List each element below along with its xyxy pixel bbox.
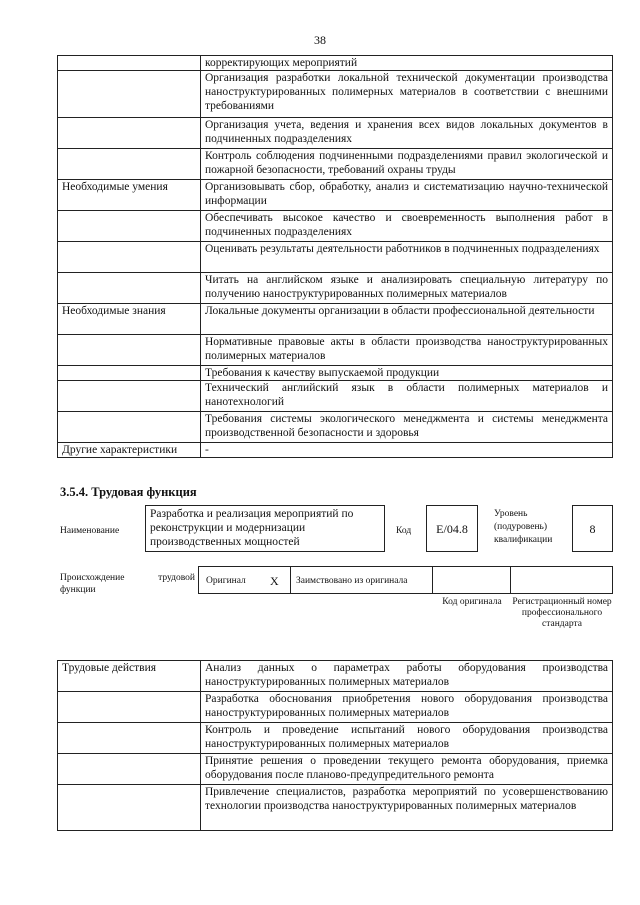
original-label: Оригинал (206, 576, 246, 586)
requirement-row (58, 381, 613, 412)
requirement-row-label (58, 335, 201, 366)
labor-action-row-label: Трудовые действия (58, 661, 201, 692)
labor-action-row-value: Привлечение специалистов, разработка мероприятий по усовершенствованию технологии производства наноструктурированных полимерных материалов (201, 785, 613, 831)
labor-actions-table-body (58, 661, 613, 831)
requirement-row (58, 71, 613, 118)
level-value: 8 (589, 522, 596, 536)
labor-actions-table (57, 660, 613, 831)
labor-action-row (58, 692, 613, 723)
labor-action-row-value: Принятие решения о проведении текущего ремонта оборудования, приемка оборудования после планово-предупредительного ремонта (201, 754, 613, 785)
labor-action-row (58, 754, 613, 785)
requirements-table (57, 55, 613, 458)
origin-divider-3 (510, 567, 511, 593)
labor-action-row-label (58, 692, 201, 723)
name-label: Наименование (60, 526, 120, 536)
requirement-row-label (58, 242, 201, 273)
requirement-row (58, 412, 613, 443)
requirement-row-label (58, 56, 201, 71)
requirement-row-value: Технический английский язык в области полимерных материалов и нанотехнологий (201, 381, 613, 412)
requirement-row (58, 443, 613, 458)
requirement-row-value: Локальные документы организации в области профессиональной деятельности (201, 304, 613, 335)
requirement-row (58, 149, 613, 180)
requirement-row-label (58, 71, 201, 118)
original-mark: X (270, 574, 279, 588)
requirement-row (58, 118, 613, 149)
section-title: 3.5.4. Трудовая функция (60, 485, 197, 499)
origin-box (198, 566, 613, 594)
page-number: 38 (314, 33, 326, 47)
requirement-row-value: Организация разработки локальной технической документации производства наноструктурированных полимерных материалов в соответствии с внешними требованиями (201, 71, 613, 118)
requirement-row-label (58, 381, 201, 412)
requirement-row-label (58, 273, 201, 304)
requirement-row-label: Другие характеристики (58, 443, 201, 458)
code-box (426, 505, 478, 552)
requirement-row-value: - (201, 443, 613, 458)
requirement-row-value: Организовывать сбор, обработку, анализ и систематизацию научно-технической информации (201, 180, 613, 211)
requirement-row-value: Нормативные правовые акты в области производства наноструктурированных полимерных материалов (201, 335, 613, 366)
function-name-box (145, 505, 385, 552)
labor-action-row (58, 723, 613, 754)
requirement-row-label (58, 149, 201, 180)
function-name-value: Разработка и реализация мероприятий по реконструкции и модернизации производственных мощностей (150, 508, 354, 548)
code-value: E/04.8 (436, 522, 468, 536)
requirement-row-label (58, 211, 201, 242)
requirement-row (58, 366, 613, 381)
requirement-row-label: Необходимые умения (58, 180, 201, 211)
labor-action-row-value: Анализ данных о параметрах работы оборудования производства наноструктурированных полимерных материалов (201, 661, 613, 692)
requirement-row-value: корректирующих мероприятий (201, 56, 613, 71)
labor-action-row-label (58, 785, 201, 831)
requirement-row-value: Читать на английском языке и анализировать специальную литературу по получению наноструктурированных полимерных материалов (201, 273, 613, 304)
requirement-row-label (58, 366, 201, 381)
code-label: Код (396, 526, 412, 536)
regnum-caption: Регистрационный номер профессионального стандарта (512, 597, 612, 629)
requirement-row (58, 56, 613, 71)
origin-divider-2 (432, 567, 433, 593)
requirement-row (58, 273, 613, 304)
requirement-row-value: Организация учета, ведения и хранения всех видов локальных документов в подчиненных подразделениях (201, 118, 613, 149)
requirement-row (58, 335, 613, 366)
origin-label: Происхождение трудовой функции (60, 573, 195, 595)
borrowed-label: Заимствовано из оригинала (296, 576, 408, 586)
labor-action-row-label (58, 754, 201, 785)
requirement-row (58, 211, 613, 242)
requirement-row-label (58, 412, 201, 443)
requirement-row (58, 304, 613, 335)
labor-action-row (58, 661, 613, 692)
labor-action-row (58, 785, 613, 831)
requirement-row-value: Обеспечивать высокое качество и своевременность выполнения работ в подчиненных подразделениях (201, 211, 613, 242)
requirement-row-value: Требования к качеству выпускаемой продукции (201, 366, 613, 381)
labor-action-row-value: Разработка обоснования приобретения нового оборудования производства наноструктурированных полимерных материалов (201, 692, 613, 723)
labor-action-row-label (58, 723, 201, 754)
origin-divider-1 (290, 567, 291, 593)
level-box (572, 505, 613, 552)
code-origin-caption: Код оригинала (442, 597, 502, 607)
requirement-row-value: Требования системы экологического менеджмента и системы менеджмента производственной безопасности и здоровья (201, 412, 613, 443)
level-label: Уровень (подуровень) квалификации (494, 509, 553, 545)
requirement-row-label: Необходимые знания (58, 304, 201, 335)
requirement-row (58, 242, 613, 273)
requirement-row (58, 180, 613, 211)
requirement-row-label (58, 118, 201, 149)
requirement-row-value: Оценивать результаты деятельности работников в подчиненных подразделениях (201, 242, 613, 273)
labor-action-row-value: Контроль и проведение испытаний нового оборудования производства наноструктурированных полимерных материалов (201, 723, 613, 754)
requirement-row-value: Контроль соблюдения подчиненными подразделениями правил экологической и пожарной безопасности, требований охраны труды (201, 149, 613, 180)
requirements-table-body (58, 56, 613, 458)
